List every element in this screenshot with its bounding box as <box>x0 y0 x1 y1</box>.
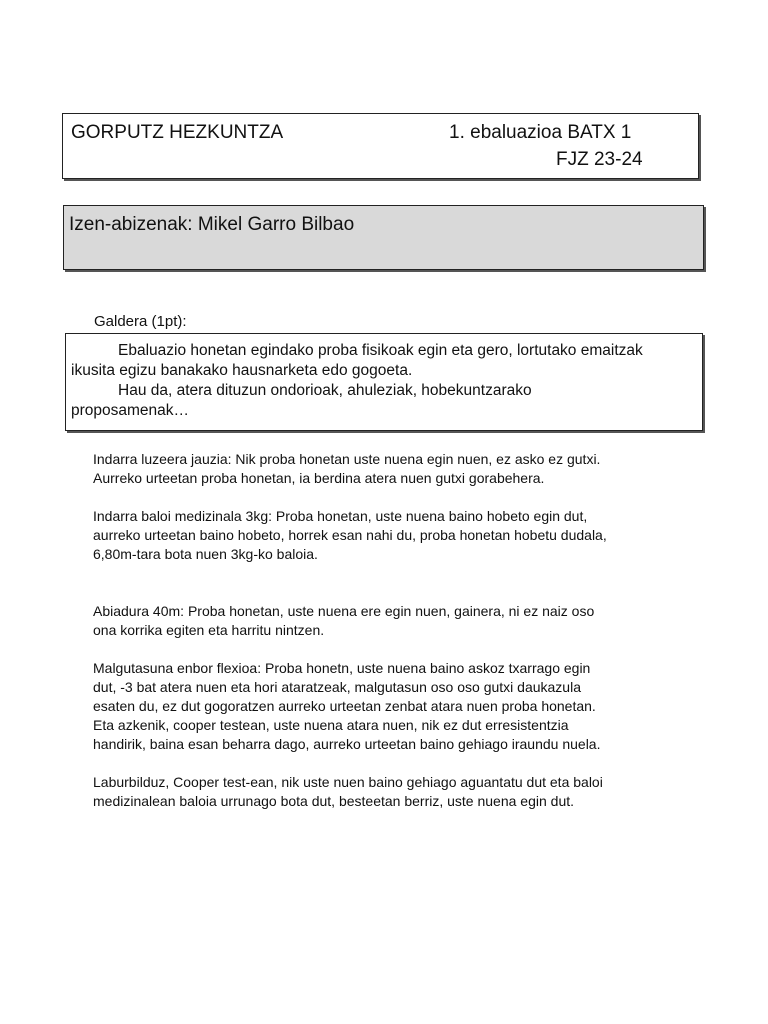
answer-line: Aurreko urteetan proba honetan, ia berdina atera nuen gutxi gorabehera. <box>93 470 545 486</box>
answer-line: Eta azkenik, cooper testean, uste nuena atara nuen, nik ez dut erresistentzia <box>93 717 569 733</box>
answer-line: aurreko urteetan baino hobeto, horrek esan nahi du, proba honetan hobetu dudala, <box>93 527 607 543</box>
answer-speed-40m <box>93 602 693 640</box>
answer-line: esaten du, ez dut gogoratzen aurreko urteetan zenbat atara nuen proba honetan. <box>93 698 596 714</box>
student-name-box <box>63 205 704 270</box>
question-line: ikusita egizu banakako hausnarketa edo gogoeta. <box>71 362 413 379</box>
answer-line: medizinalean baloia urrunago bota dut, besteetan berriz, uste nuena egin dut. <box>93 793 575 809</box>
subject-title: GORPUTZ HEZKUNTZA <box>71 122 284 143</box>
course-code: FJZ 23-24 <box>556 149 643 170</box>
answer-line: Indarra luzeera jauzia: Nik proba honetan uste nuena egin nuen, ez asko ez gutxi. <box>93 451 601 467</box>
answer-line: Indarra baloi medizinala 3kg: Proba honetan, uste nuena baino hobeto egin dut, <box>93 508 588 524</box>
question-line: Hau da, atera dituzun ondorioak, ahuleziak, hobekuntzarako <box>118 382 532 399</box>
document-header-box <box>62 113 699 179</box>
answer-line: Laburbilduz, Cooper test-ean, nik uste nuen baino gehiago aguantatu dut eta baloi <box>93 774 603 790</box>
answer-summary <box>93 773 693 811</box>
question-line: Ebaluazio honetan egindako proba fisikoak egin eta gero, lortutako emaitzak <box>118 342 643 359</box>
answer-medicine-ball <box>93 507 693 564</box>
question-box <box>65 333 703 431</box>
evaluation-title: 1. ebaluazioa BATX 1 <box>449 122 632 143</box>
answer-line: ona korrika egiten eta harritu nintzen. <box>93 622 325 638</box>
question-label: Galdera (1pt): <box>94 313 187 330</box>
question-line: proposamenak… <box>71 402 190 419</box>
answer-line: Malgutasuna enbor flexioa: Proba honetn, uste nuena baino askoz txarrago egin <box>93 660 591 676</box>
answer-long-jump <box>93 450 693 488</box>
answer-line: 6,80m-tara bota nuen 3kg-ko baloia. <box>93 546 318 562</box>
answer-section <box>93 450 693 830</box>
answer-line: Abiadura 40m: Proba honetan, uste nuena ere egin nuen, gainera, ni ez naiz oso <box>93 603 595 619</box>
question-text <box>71 341 696 421</box>
answer-flexibility-cooper <box>93 659 693 754</box>
student-name: Izen-abizenak: Mikel Garro Bilbao <box>69 214 355 235</box>
answer-line: dut, -3 bat atera nuen eta hori ataratzeak, malgutasun oso oso gutxi daukazula <box>93 679 581 695</box>
answer-line: handirik, baina esan beharra dago, aurreko urteetan baino gehiago iraundu nuela. <box>93 736 601 752</box>
